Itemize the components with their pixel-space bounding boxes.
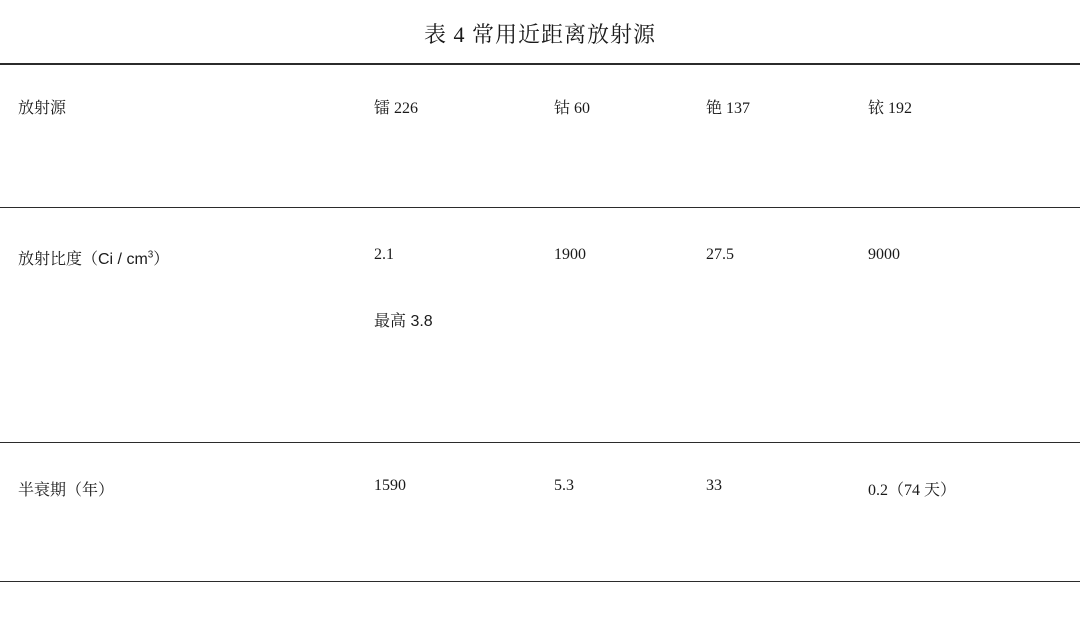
cell-radium-half-life: 1590 (374, 477, 406, 494)
table-header-row (0, 65, 1080, 207)
cell-value: 2.1 (374, 246, 394, 263)
row-label-half-life: 半衰期（年） (18, 482, 115, 499)
column-header-cobalt: 钴 60 (554, 100, 591, 117)
cell-iridium-specific-activity: 9000 (868, 246, 900, 263)
table-caption: 表 4 常用近距离放射源 (423, 22, 656, 47)
cell-cesium-specific-activity: 27.5 (706, 246, 734, 263)
cell-cesium-half-life: 33 (706, 477, 722, 494)
row-label-text: 放射比度（Ci / cm (18, 251, 148, 268)
row-label-specific-activity (0, 246, 368, 269)
page-bottom-spacer (0, 582, 1080, 642)
row-label-superscript: 3 (147, 249, 154, 261)
table-row (0, 443, 1080, 581)
row-label-tail: ） (153, 251, 170, 268)
column-header-iridium: 铱 192 (868, 100, 913, 117)
cell-cobalt-specific-activity: 1900 (554, 246, 586, 263)
cell-cobalt-half-life: 5.3 (554, 477, 574, 494)
cell-subnote: 最高 3.8 (374, 313, 433, 330)
column-header-source: 放射源 (18, 100, 67, 117)
column-header-radium: 镭 226 (374, 100, 419, 117)
cell-iridium-half-life: 0.2（74 天） (868, 482, 957, 499)
table-row (0, 208, 1080, 442)
cell-radium-specific-activity (368, 246, 548, 331)
column-header-cesium: 铯 137 (706, 100, 751, 117)
